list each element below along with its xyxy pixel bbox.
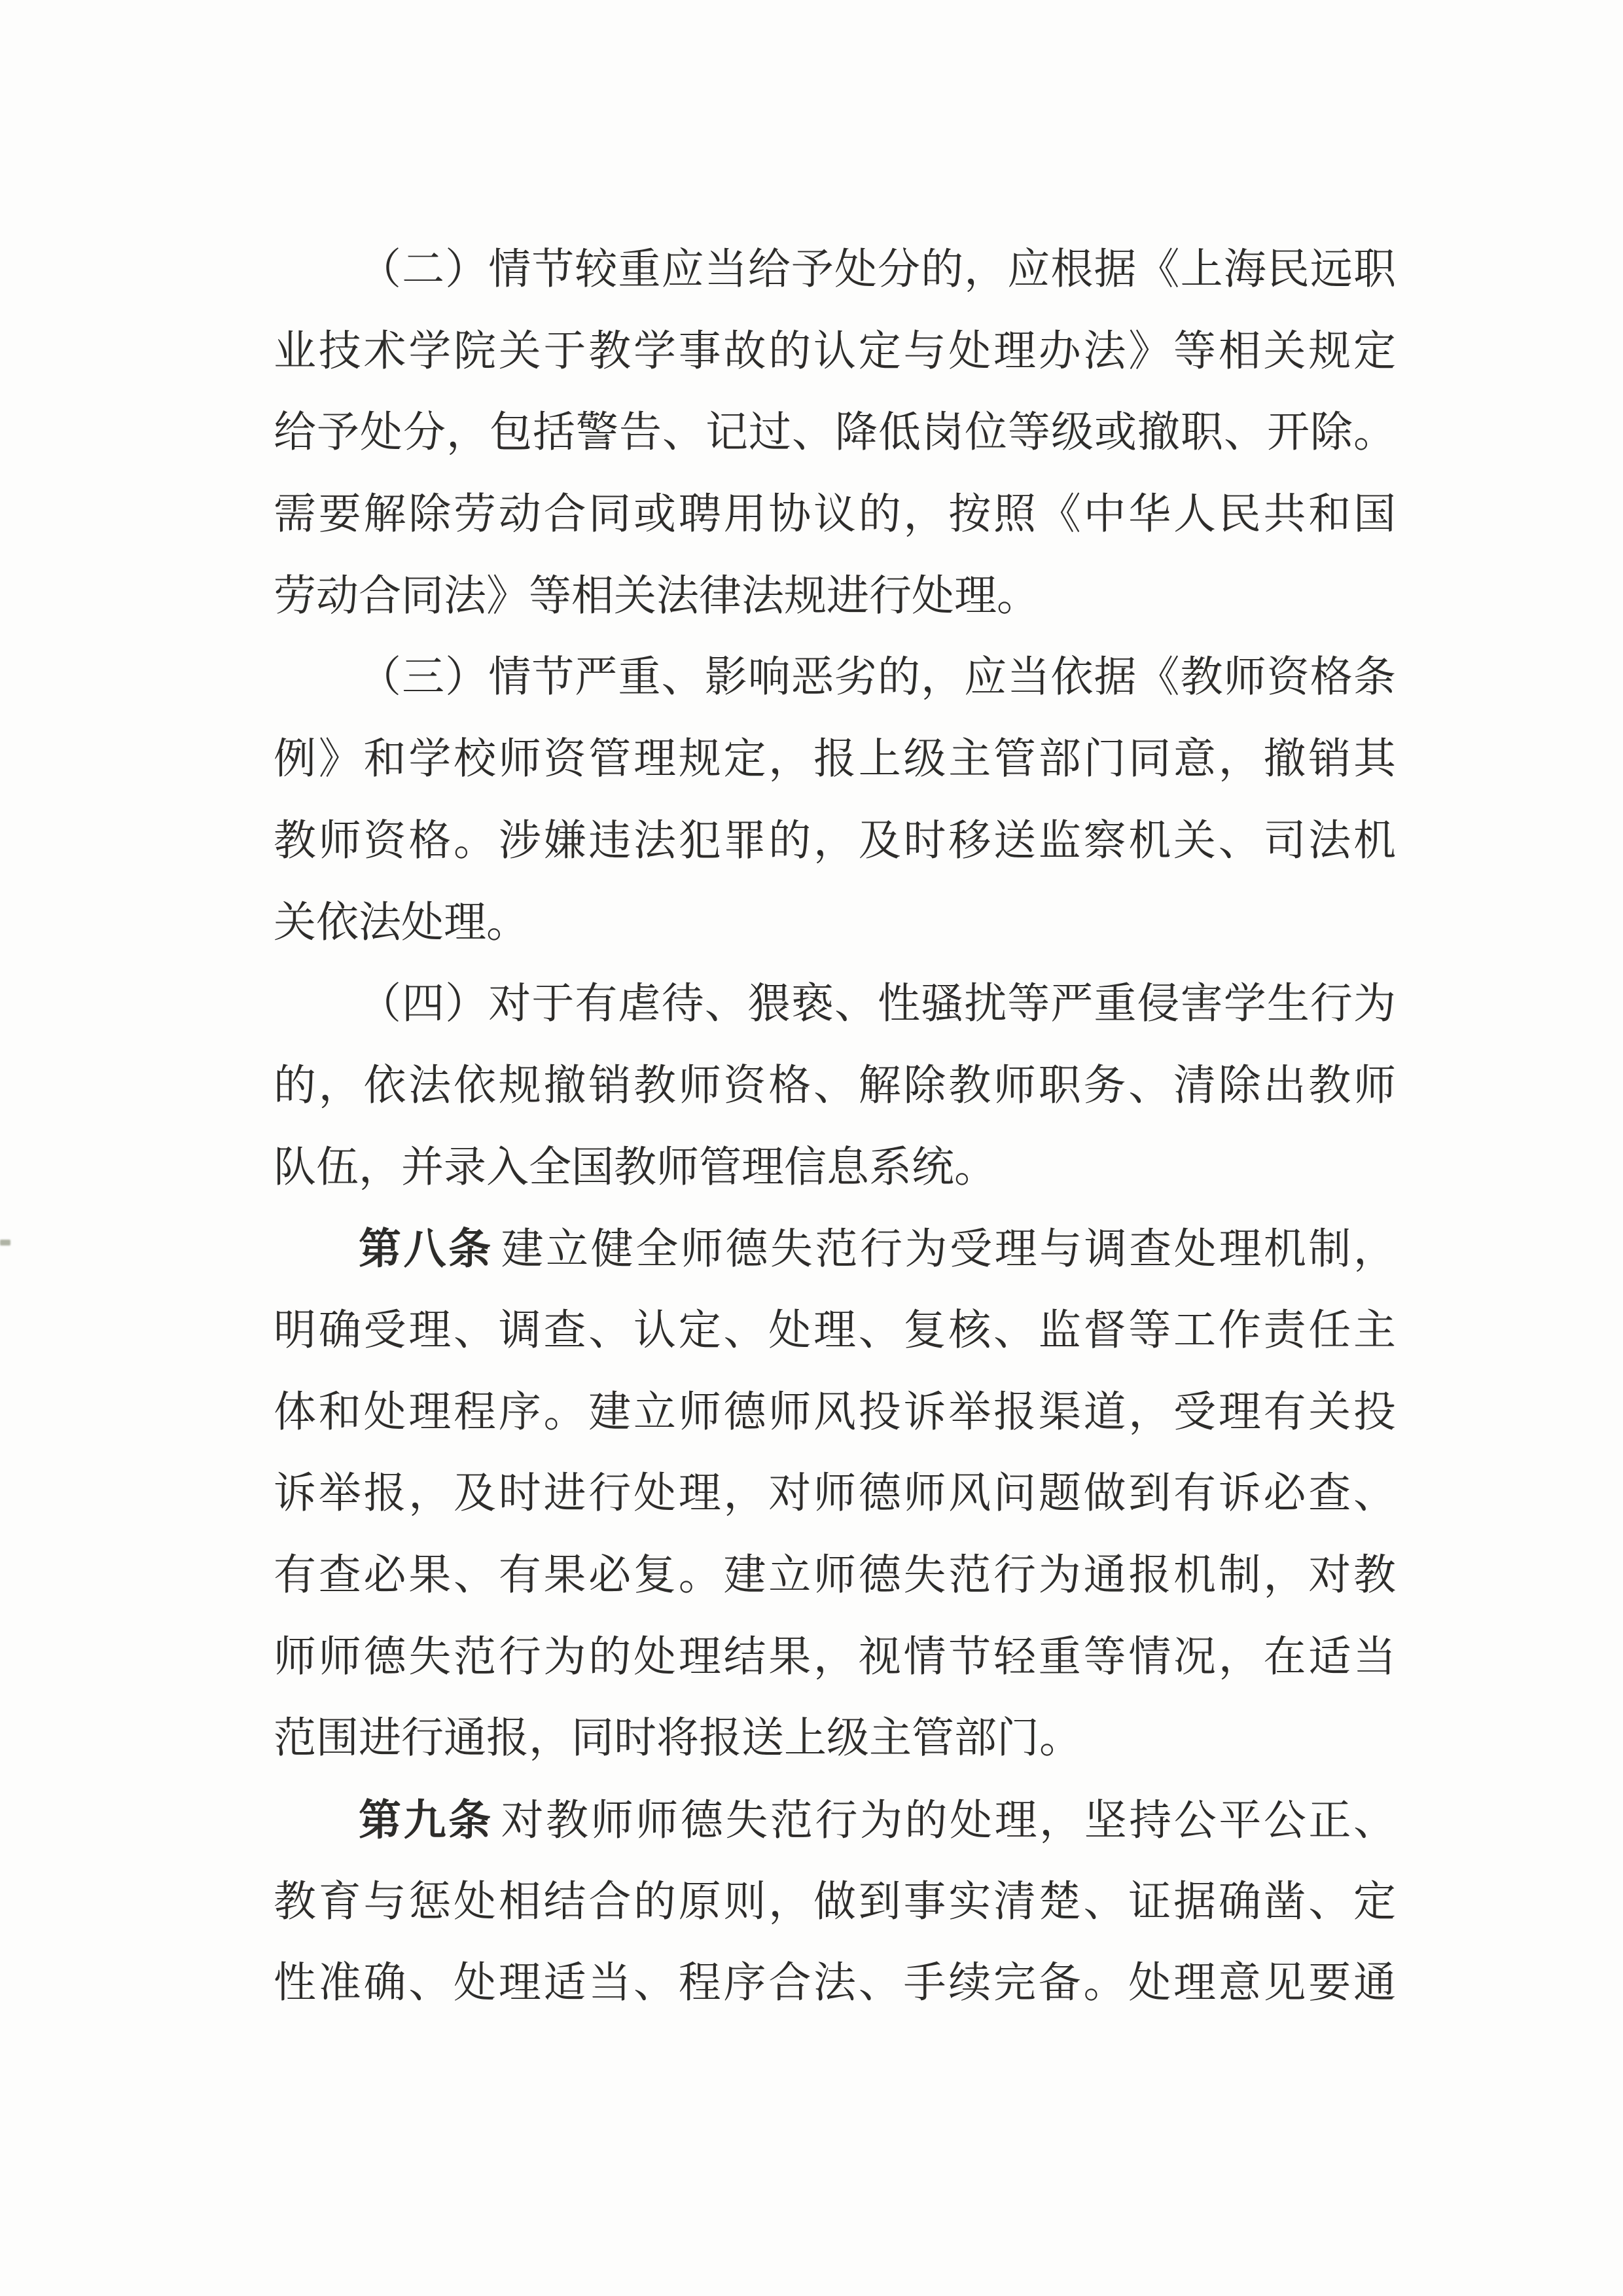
article-number-bold: 第九条 <box>359 1796 493 1844</box>
paragraph-article-8 <box>274 1208 1396 1780</box>
text-line: 有查必果、有果必复。建立师德失范行为通报机制，对教 <box>274 1552 1396 1599</box>
text-line: 体和处理程序。建立师德师风投诉举报渠道，受理有关投 <box>274 1388 1396 1436</box>
text-line: 范围进行通报，同时将报送上级主管部门。 <box>274 1715 1082 1763</box>
paragraph-clause-4 <box>274 963 1396 1208</box>
text-line: 明确受理、调查、认定、处理、复核、监督等工作责任主 <box>274 1306 1396 1354</box>
text-line: 需要解除劳动合同或聘用协议的，按照《中华人民共和国 <box>274 491 1396 539</box>
article-number-bold: 第八条 <box>359 1225 493 1273</box>
text-line: 教育与惩处相结合的原则，做到事实清楚、证据确凿、定 <box>274 1878 1396 1926</box>
text-line: 给予处分，包括警告、记过、降低岗位等级或撤职、开除。 <box>274 409 1396 457</box>
text-line: 第八条 建立健全师德失范行为受理与调查处理机制， <box>359 1225 1396 1274</box>
text-line: 的，依法依规撤销教师资格、解除教师职务、清除出教师 <box>274 1062 1396 1109</box>
text-line: 例》和学校师资管理规定，报上级主管部门同意，撤销其 <box>274 736 1396 783</box>
text-line: （三）情节严重、影响恶劣的，应当依据《教师资格条 <box>359 654 1396 702</box>
text-line: 队伍，并录入全国教师管理信息系统。 <box>274 1143 997 1191</box>
paragraph-clause-3 <box>274 637 1396 963</box>
text-line: 性准确、处理适当、程序合法、手续完备。处理意见要通 <box>274 1960 1396 2007</box>
paragraph-clause-2 <box>274 229 1396 637</box>
text-line: 劳动合同法》等相关法律法规进行处理。 <box>274 572 1040 620</box>
document-body <box>274 229 1396 2024</box>
paragraph-article-9 <box>274 1780 1396 2024</box>
text-line: （二）情节较重应当给予处分的，应根据《上海民远职 <box>359 246 1396 293</box>
text-line: 诉举报，及时进行处理，对师德师风问题做到有诉必查、 <box>274 1470 1396 1518</box>
text-line: 第九条 对教师师德失范行为的处理，坚持公平公正、 <box>359 1796 1396 1845</box>
text-line: 教师资格。涉嫌违法犯罪的，及时移送监察机关、司法机 <box>274 817 1396 865</box>
scan-smudge-mark <box>0 1240 10 1246</box>
text-line: 关依法处理。 <box>274 899 529 946</box>
text-line: 业技术学院关于教学事故的认定与处理办法》等相关规定 <box>274 327 1396 375</box>
text-line: 师师德失范行为的处理结果，视情节轻重等情况，在适当 <box>274 1633 1396 1681</box>
text-line: （四）对于有虐待、猥亵、性骚扰等严重侵害学生行为 <box>359 980 1396 1028</box>
